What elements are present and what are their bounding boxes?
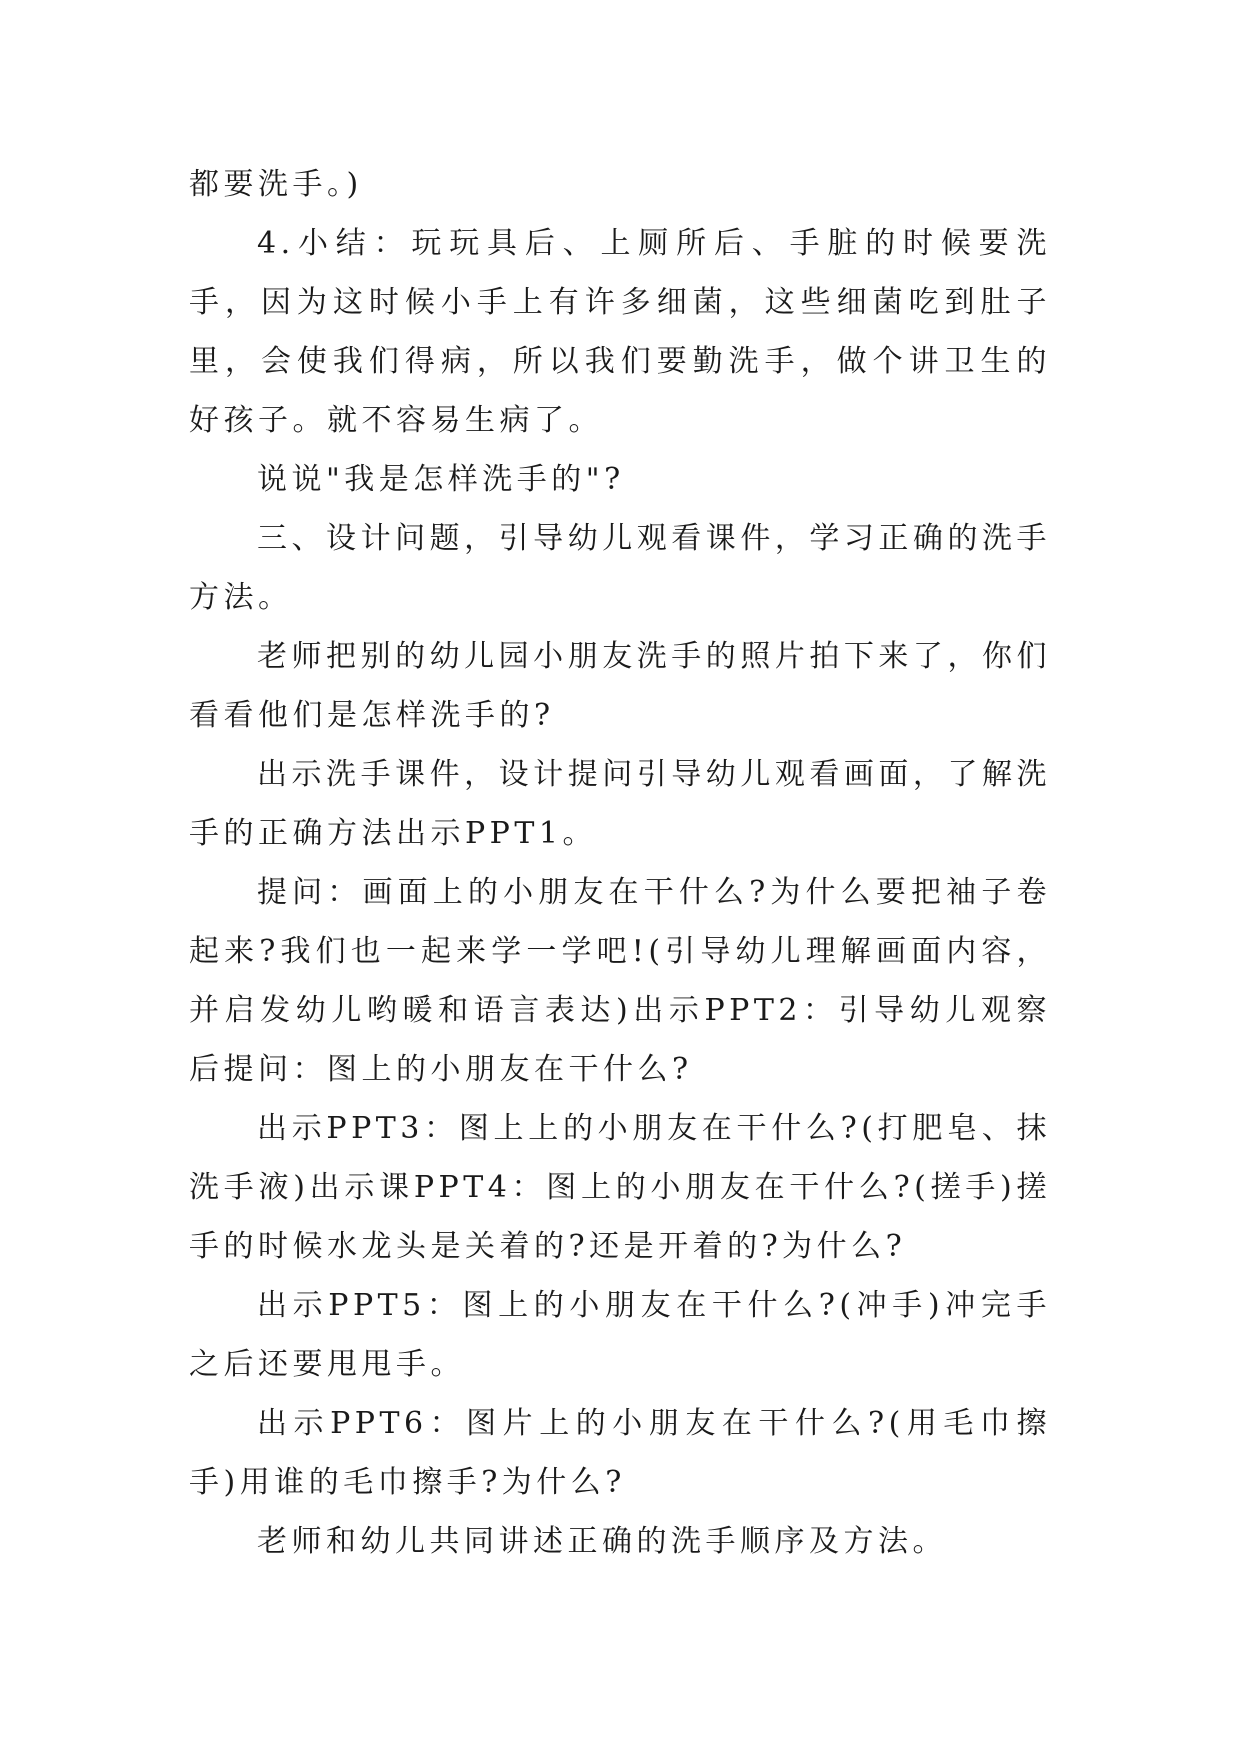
paragraph-ppt1: 出示洗手课件，设计提问引导幼儿观看画面，了解洗手的正确方法出示PPT1。 — [189, 757, 1051, 851]
paragraph-question-ppt2: 提问：画面上的小朋友在干什么?为什么要把袖子卷起来?我们也一起来学一学吧!(引导幼儿理解画面内容，并启发幼儿哟暖和语言表达)出示PPT2：引导幼儿观察后提问：图上的小朋友在干什么? — [189, 875, 1051, 1087]
paragraph-prompt: 说说"我是怎样洗手的"? — [257, 462, 625, 497]
document-body — [189, 155, 1051, 1571]
paragraph-conclusion: 老师和幼儿共同讲述正确的洗手顺序及方法。 — [257, 1524, 947, 1559]
paragraph-ppt5: 出示PPT5：图上的小朋友在干什么?(冲手)冲完手之后还要甩甩手。 — [189, 1288, 1051, 1382]
paragraph-ppt6: 出示PPT6：图片上的小朋友在干什么?(用毛巾擦手)用谁的毛巾擦手?为什么? — [189, 1406, 1051, 1500]
paragraph-continuation: 都要洗手。) — [189, 167, 363, 202]
paragraph-ppt3-ppt4: 出示PPT3：图上上的小朋友在干什么?(打肥皂、抹洗手液)出示课PPT4：图上的小朋友在干什么?(搓手)搓手的时候水龙头是关着的?还是开着的?为什么? — [189, 1111, 1051, 1264]
paragraph-summary: 4.小结：玩玩具后、上厕所后、手脏的时候要洗手，因为这时候小手上有许多细菌，这些细菌吃到肚子里，会使我们得病，所以我们要勤洗手，做个讲卫生的好孩子。就不容易生病了。 — [189, 226, 1051, 438]
section-heading-three: 三、设计问题，引导幼儿观看课件，学习正确的洗手方法。 — [189, 521, 1051, 615]
paragraph-teacher-photos: 老师把别的幼儿园小朋友洗手的照片拍下来了，你们看看他们是怎样洗手的? — [189, 639, 1051, 733]
